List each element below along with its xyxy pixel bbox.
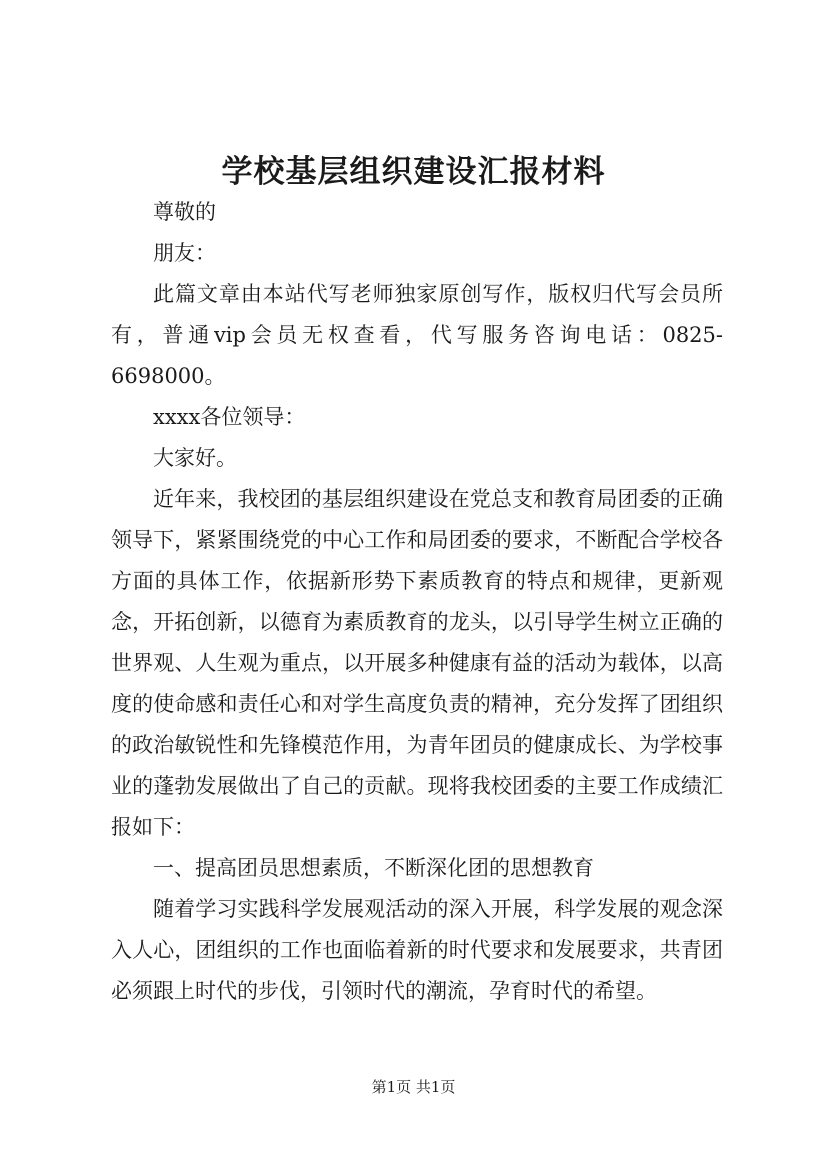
paragraph-greeting: 大家好。 (153, 446, 237, 470)
page-footer: 第1页 共1页 (371, 1078, 456, 1096)
document-title: 学校基层组织建设汇报材料 (221, 154, 606, 190)
document-body (111, 192, 723, 1012)
paragraph-leaders: xxxx各位领导： (153, 405, 306, 429)
paragraph-salutation: 尊敬的 (153, 200, 216, 224)
section-heading-1: 一、提高团员思想素质，不断深化团的思想教育 (153, 856, 594, 880)
paragraph-section-1: 随着学习实践科学发展观活动的深入开展，科学发展的观念深入人心，团组织的工作也面临着新的时代要求和发展要求，共青团必须跟上时代的步伐，引领时代的潮流，孕育时代的希望。 (111, 897, 723, 1003)
paragraph-friends: 朋友： (153, 241, 216, 265)
paragraph-intro: 近年来，我校团的基层组织建设在党总支和教育局团委的正确领导下，紧紧围绕党的中心工作和局团委的要求，不断配合学校各方面的具体工作，依据新形势下素质教育的特点和规律，更新观念，开拓创新，以德育为素质教育的龙头，以引导学生树立正确的世界观、人生观为重点，以开展多种健康有益的活动为载体，以高度的使命感和责任心和对学生高度负责的精神，充分发挥了团组织的政治敏锐性和先锋模范作用，为青年团员的健康成长、为学校事业的蓬勃发展做出了自己的贡献。现将我校团委的主要工作成绩汇报如下： (111, 487, 723, 839)
paragraph-copyright-notice: 此篇文章由本站代写老师独家原创写作，版权归代写会员所有，普通vip会员无权查看，代写服务咨询电话：0825-6698000。 (111, 282, 723, 388)
